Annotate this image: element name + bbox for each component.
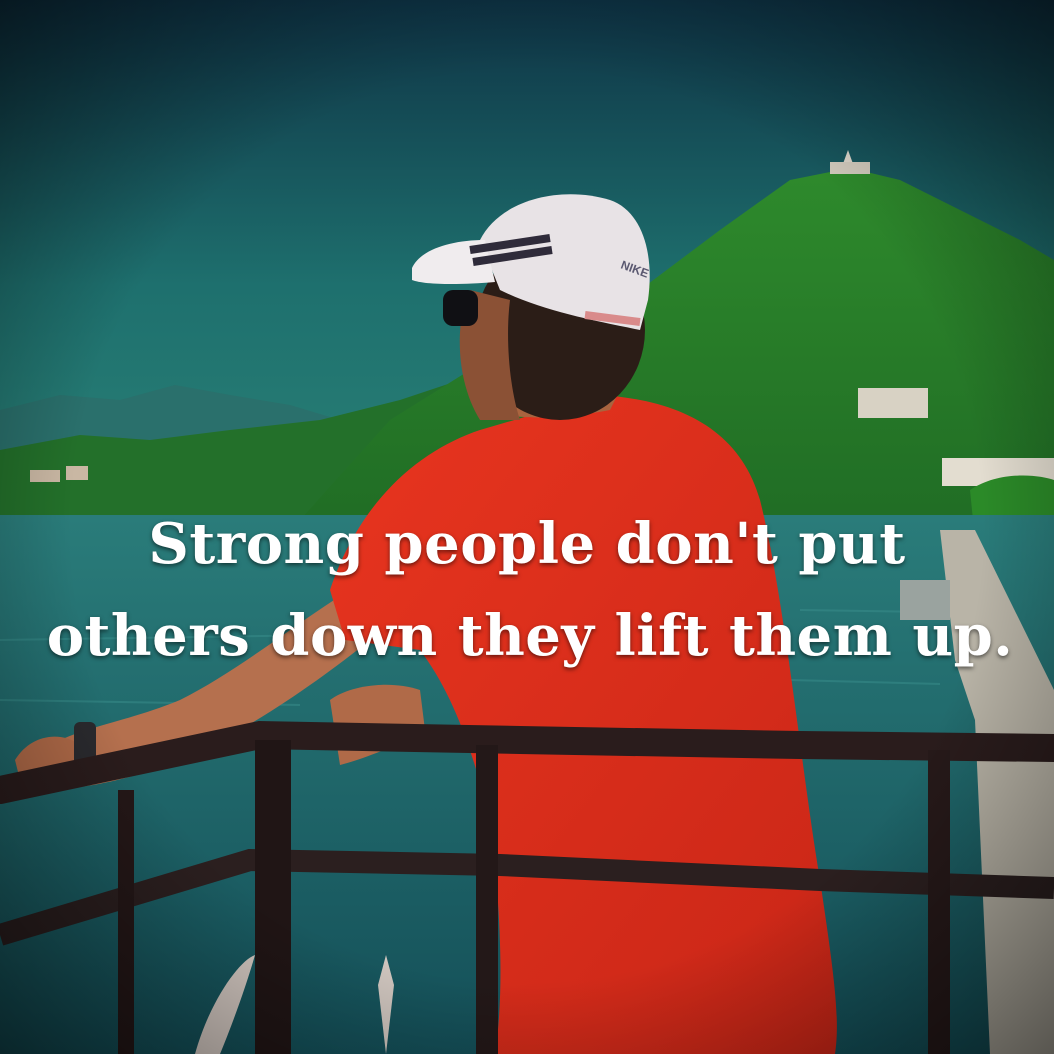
quote-line-2: others down they lift them up.: [46, 603, 1014, 669]
quote-line-1: Strong people don't put: [148, 511, 906, 577]
quote-text: [0, 498, 1054, 682]
